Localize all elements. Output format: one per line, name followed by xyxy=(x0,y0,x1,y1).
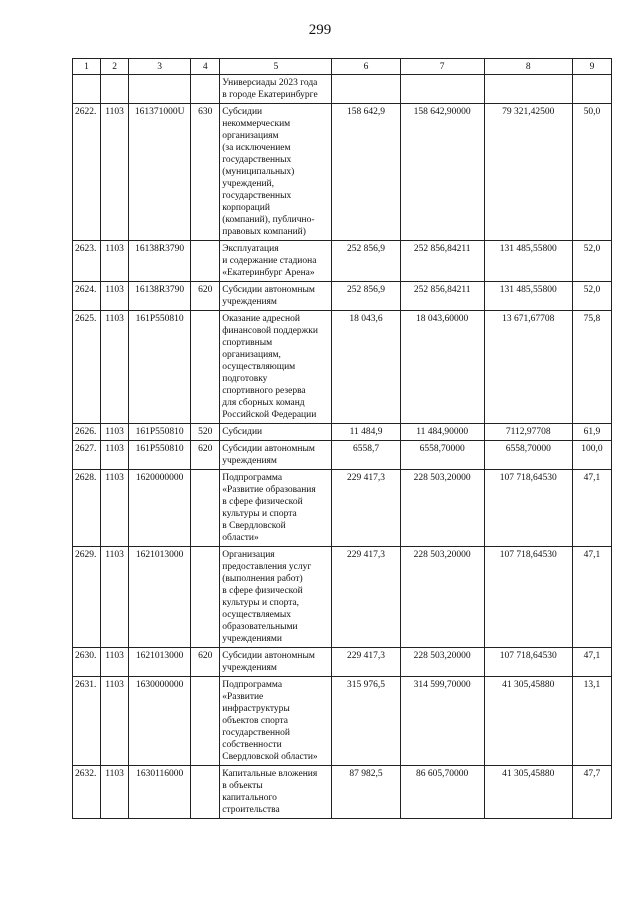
section-code-cell: 1103 xyxy=(101,282,129,311)
item-name-cell xyxy=(220,648,332,677)
table-row xyxy=(73,311,612,424)
section-code-cell: 1103 xyxy=(101,424,129,441)
section-code-cell: 1103 xyxy=(101,766,129,819)
expense-type-cell: 620 xyxy=(191,441,220,470)
column-header: 8 xyxy=(484,59,572,75)
percent-cell: 47,1 xyxy=(572,547,611,648)
plan-amount-cell xyxy=(400,75,484,104)
table-body xyxy=(73,75,612,819)
target-code-cell: 161P550810 xyxy=(129,424,191,441)
section-code-cell: 1103 xyxy=(101,311,129,424)
expense-type-cell: 520 xyxy=(191,424,220,441)
row-number-cell: 2626. xyxy=(73,424,101,441)
executed-amount-cell: 107 718,64530 xyxy=(484,547,572,648)
target-code-cell: 1620000000 xyxy=(129,470,191,547)
executed-amount-cell: 6558,70000 xyxy=(484,441,572,470)
percent-cell: 52,0 xyxy=(572,241,611,282)
budget-table xyxy=(72,58,612,819)
item-name-text: Субсидии некоммерческим организациям (за исключением государственных (муниципальных) учреждений, государственных корпораций (компаний), публично- правовых компаний) xyxy=(222,107,315,237)
approved-amount-cell: 252 856,9 xyxy=(332,241,400,282)
row-number-cell: 2628. xyxy=(73,470,101,547)
executed-amount-cell: 107 718,64530 xyxy=(484,648,572,677)
item-name-cell xyxy=(220,424,332,441)
target-code-cell: 16138R3790 xyxy=(129,282,191,311)
column-header: 5 xyxy=(220,59,332,75)
expense-type-cell: 620 xyxy=(191,648,220,677)
table-row xyxy=(73,470,612,547)
plan-amount-cell: 314 599,70000 xyxy=(400,677,484,766)
approved-amount-cell: 87 982,5 xyxy=(332,766,400,819)
target-code-cell: 161P550810 xyxy=(129,441,191,470)
item-name-cell xyxy=(220,441,332,470)
percent-cell: 100,0 xyxy=(572,441,611,470)
row-number-cell: 2627. xyxy=(73,441,101,470)
table-row xyxy=(73,282,612,311)
target-code-cell: 161P550810 xyxy=(129,311,191,424)
item-name-cell xyxy=(220,75,332,104)
percent-cell: 47,1 xyxy=(572,470,611,547)
column-header: 3 xyxy=(129,59,191,75)
executed-amount-cell: 79 321,42500 xyxy=(484,104,572,241)
section-code-cell xyxy=(101,75,129,104)
expense-type-cell xyxy=(191,75,220,104)
row-number-cell: 2630. xyxy=(73,648,101,677)
plan-amount-cell: 228 503,20000 xyxy=(400,547,484,648)
approved-amount-cell xyxy=(332,75,400,104)
row-number-cell: 2632. xyxy=(73,766,101,819)
executed-amount-cell: 107 718,64530 xyxy=(484,470,572,547)
plan-amount-cell: 252 856,84211 xyxy=(400,282,484,311)
table-row xyxy=(73,424,612,441)
item-name-cell xyxy=(220,677,332,766)
item-name-text: Подпрограмма «Развитие образования в сфере физической культуры и спорта в Свердловской области» xyxy=(222,473,316,543)
expense-type-cell xyxy=(191,766,220,819)
table-row xyxy=(73,766,612,819)
plan-amount-cell: 6558,70000 xyxy=(400,441,484,470)
row-number-cell xyxy=(73,75,101,104)
item-name-cell xyxy=(220,241,332,282)
item-name-cell xyxy=(220,547,332,648)
expense-type-cell: 630 xyxy=(191,104,220,241)
expense-type-cell: 620 xyxy=(191,282,220,311)
approved-amount-cell: 158 642,9 xyxy=(332,104,400,241)
executed-amount-cell: 131 485,55800 xyxy=(484,241,572,282)
executed-amount-cell: 41 305,45880 xyxy=(484,677,572,766)
item-name-cell xyxy=(220,470,332,547)
item-name-text: Подпрограмма «Развитие инфраструктуры объектов спорта государственной собственности Свердловской области» xyxy=(222,680,318,762)
item-name-text: Субсидии автономным учреждениям xyxy=(222,285,315,307)
target-code-cell xyxy=(129,75,191,104)
column-header: 2 xyxy=(101,59,129,75)
row-number-cell: 2629. xyxy=(73,547,101,648)
executed-amount-cell: 131 485,55800 xyxy=(484,282,572,311)
expense-type-cell xyxy=(191,241,220,282)
expense-type-cell xyxy=(191,677,220,766)
header-row xyxy=(73,59,612,75)
target-code-cell: 1621013000 xyxy=(129,547,191,648)
approved-amount-cell: 6558,7 xyxy=(332,441,400,470)
row-number-cell: 2622. xyxy=(73,104,101,241)
percent-cell: 47,7 xyxy=(572,766,611,819)
executed-amount-cell: 13 671,67708 xyxy=(484,311,572,424)
row-number-cell: 2624. xyxy=(73,282,101,311)
item-name-cell xyxy=(220,104,332,241)
column-header: 1 xyxy=(73,59,101,75)
percent-cell: 47,1 xyxy=(572,648,611,677)
plan-amount-cell: 228 503,20000 xyxy=(400,648,484,677)
item-name-cell xyxy=(220,311,332,424)
plan-amount-cell: 86 605,70000 xyxy=(400,766,484,819)
approved-amount-cell: 252 856,9 xyxy=(332,282,400,311)
expense-type-cell xyxy=(191,311,220,424)
item-name-text: Оказание адресной финансовой поддержки спортивным организациям, осуществляющим подготовку спортивного резерва для сборных команд Российской Федерации xyxy=(222,314,318,420)
approved-amount-cell: 315 976,5 xyxy=(332,677,400,766)
expense-type-cell xyxy=(191,470,220,547)
percent-cell: 13,1 xyxy=(572,677,611,766)
approved-amount-cell: 229 417,3 xyxy=(332,547,400,648)
approved-amount-cell: 229 417,3 xyxy=(332,470,400,547)
table-row xyxy=(73,677,612,766)
percent-cell: 52,0 xyxy=(572,282,611,311)
approved-amount-cell: 229 417,3 xyxy=(332,648,400,677)
column-header: 7 xyxy=(400,59,484,75)
item-name-cell xyxy=(220,282,332,311)
item-name-text: Субсидии автономным учреждениям xyxy=(222,651,315,673)
table-row xyxy=(73,75,612,104)
item-name-cell xyxy=(220,766,332,819)
target-code-cell: 1630116000 xyxy=(129,766,191,819)
plan-amount-cell: 11 484,90000 xyxy=(400,424,484,441)
section-code-cell: 1103 xyxy=(101,104,129,241)
approved-amount-cell: 11 484,9 xyxy=(332,424,400,441)
row-number-cell: 2631. xyxy=(73,677,101,766)
section-code-cell: 1103 xyxy=(101,441,129,470)
percent-cell: 75,8 xyxy=(572,311,611,424)
row-number-cell: 2623. xyxy=(73,241,101,282)
plan-amount-cell: 252 856,84211 xyxy=(400,241,484,282)
item-name-text: Субсидии xyxy=(222,427,263,437)
plan-amount-cell: 18 043,60000 xyxy=(400,311,484,424)
column-header: 6 xyxy=(332,59,400,75)
table-row xyxy=(73,648,612,677)
approved-amount-cell: 18 043,6 xyxy=(332,311,400,424)
executed-amount-cell: 7112,97708 xyxy=(484,424,572,441)
section-code-cell: 1103 xyxy=(101,677,129,766)
plan-amount-cell: 158 642,90000 xyxy=(400,104,484,241)
item-name-text: Универсиады 2023 года в городе Екатеринбурге xyxy=(222,78,318,100)
expense-type-cell xyxy=(191,547,220,648)
table-row xyxy=(73,441,612,470)
item-name-text: Субсидии автономным учреждениям xyxy=(222,444,315,466)
percent-cell: 61,9 xyxy=(572,424,611,441)
row-number-cell: 2625. xyxy=(73,311,101,424)
section-code-cell: 1103 xyxy=(101,648,129,677)
column-header: 9 xyxy=(572,59,611,75)
table-row xyxy=(73,241,612,282)
page-number: 299 xyxy=(308,22,332,38)
item-name-text: Капитальные вложения в объекты капитального строительства xyxy=(222,769,318,815)
table-row xyxy=(73,104,612,241)
section-code-cell: 1103 xyxy=(101,470,129,547)
plan-amount-cell: 228 503,20000 xyxy=(400,470,484,547)
target-code-cell: 1630000000 xyxy=(129,677,191,766)
column-header: 4 xyxy=(191,59,220,75)
percent-cell xyxy=(572,75,611,104)
item-name-text: Эксплуатация и содержание стадиона «Екатеринбург Арена» xyxy=(222,244,317,278)
target-code-cell: 161371000U xyxy=(129,104,191,241)
target-code-cell: 1621013000 xyxy=(129,648,191,677)
item-name-text: Организация предоставления услуг (выполнения работ) в сфере физической культуры и спорта, осуществляемых образовательными учреждениями xyxy=(222,550,312,644)
section-code-cell: 1103 xyxy=(101,547,129,648)
executed-amount-cell xyxy=(484,75,572,104)
target-code-cell: 16138R3790 xyxy=(129,241,191,282)
executed-amount-cell: 41 305,45880 xyxy=(484,766,572,819)
percent-cell: 50,0 xyxy=(572,104,611,241)
table-row xyxy=(73,547,612,648)
section-code-cell: 1103 xyxy=(101,241,129,282)
